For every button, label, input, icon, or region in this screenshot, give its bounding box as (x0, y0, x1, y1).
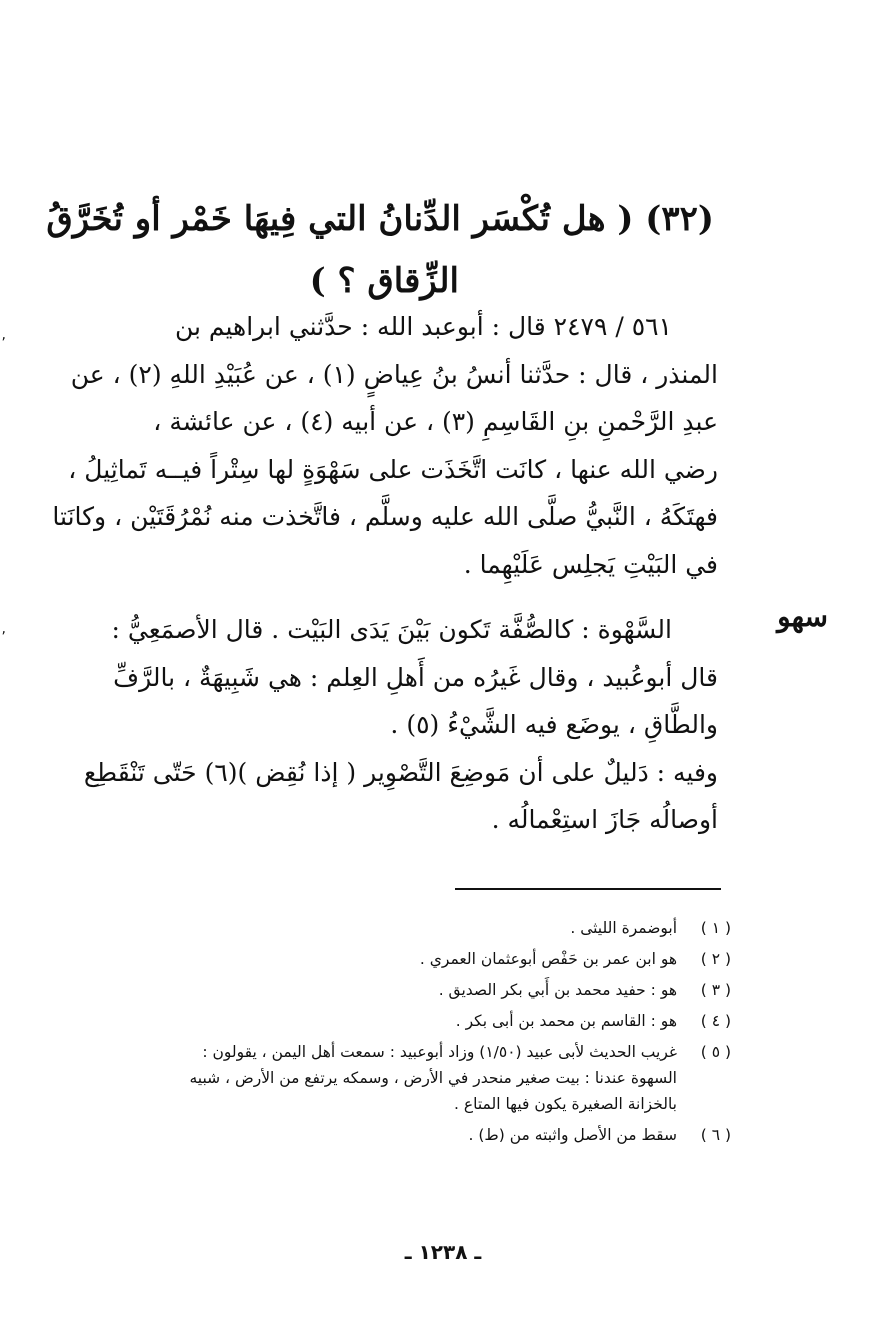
body-line: عبدِ الرَّحْمنِ بنِ القَاسِمِ (٣) ، عن أبيه (٤) ، عن عائشة ، (153, 407, 718, 436)
footnote (41, 1039, 731, 1117)
footnote (41, 1008, 731, 1034)
footnote-text: السهوة عندنا : بيت صغير منحدر في الأرض ، وسمكه يرتفع من الأرض ، شبيه (189, 1069, 677, 1087)
heading-line-2: الزِّقاق ؟ ) (309, 261, 459, 301)
body-line: ٥٦١ / ٢٤٧٩ قال : أبوعبد الله : حدَّثني ابراهيم بن (174, 312, 672, 341)
body-line: السَّهْوة : كالصُّفَّة تَكون بَيْنَ يَدَى البَيْت . قال الأصمَعِيُّ : (111, 615, 672, 644)
footnote (41, 915, 731, 941)
footnote-number: ( ٤ ) (700, 1012, 731, 1030)
margin-keyword: سهو (777, 600, 828, 633)
body-line: قال أبوعُبيد ، وقال غَيرُه من أَهلِ العِلم : هي شَبِيهَةٌ ، بالرَّفِّ (113, 662, 718, 692)
page-number: ـ ١٢٣٨ ـ (404, 1240, 482, 1264)
body-line: رضي الله عنها ، كانَت اتَّخَذَت على سَهْوَةٍ لها سِتْراً فيــه تَماثِيلُ ، (68, 454, 718, 484)
footnote-text: أبوضمرة الليثى . (570, 919, 677, 937)
footnote-number: ( ٢ ) (700, 950, 731, 968)
chapter-heading (44, 188, 714, 312)
footnote (41, 1122, 731, 1148)
footnote-text: غريب الحديث لأبى عبيد (١/٥٠) وزاد أبوعبيد : سمعت أهل اليمن ، يقولون : (202, 1043, 677, 1061)
body-line: المنذر ، قال : حدَّثنا أنسُ بنُ عِياضٍ (١) ، عن عُبَيْدِ اللهِ (٢) ، عن (70, 359, 718, 389)
body-line: في البَيْتِ يَجلِس عَلَيْهِما . (463, 549, 718, 579)
footnote-number: ( ١ ) (700, 919, 731, 937)
footnotes (41, 915, 731, 1153)
body-line: والطَّاقِ ، يوضَع فيه الشَّيْءُ (٥) . (390, 710, 718, 739)
footnote-text: بالخزانة الصغيرة يكون فيها المتاع . (454, 1095, 677, 1113)
footnote-text: هو : القاسم بن محمد بن أبى بكر . (455, 1012, 677, 1030)
footnote-text: سقط من الأصل واثبته من (ط) . (468, 1126, 677, 1144)
edge-mark: , (1, 621, 6, 637)
footnote-number: ( ٦ ) (700, 1126, 731, 1144)
body-line: فهتَكَهُ ، النَّبيُّ صلَّى الله عليه وسلَّم ، فاتَّخذت منه نُمْرُقَتَيْن ، وكانَتا (52, 502, 718, 531)
footnote-text: هو ابن عمر بن حَفْص أبوعثمان العمري . (419, 950, 677, 968)
footnote-text: هو : حفيد محمد بن أَبي بكر الصديق . (438, 981, 677, 999)
body-line: أوصالُه جَازَ استِعْمالُه . (491, 805, 718, 834)
footnote (41, 977, 731, 1003)
footnote-separator (455, 888, 721, 890)
heading-line-1: (٣٢) ( هل تُكْسَر الدِّنانُ التي فِيهَا خَمْر أو تُخَرَّقُ (46, 199, 714, 239)
footnote-number: ( ٣ ) (700, 981, 731, 999)
body-line: وفيه : دَليلٌ على أن مَوضِعَ التَّصْوِير ( إذا نُقِض )(٦) حَتّى تَنْقَطِع (83, 757, 718, 787)
paragraph-gap (38, 588, 718, 606)
edge-mark: , (1, 327, 6, 343)
footnote (41, 946, 731, 972)
footnote-number: ( ٥ ) (700, 1043, 731, 1061)
hadith-text (38, 303, 718, 844)
